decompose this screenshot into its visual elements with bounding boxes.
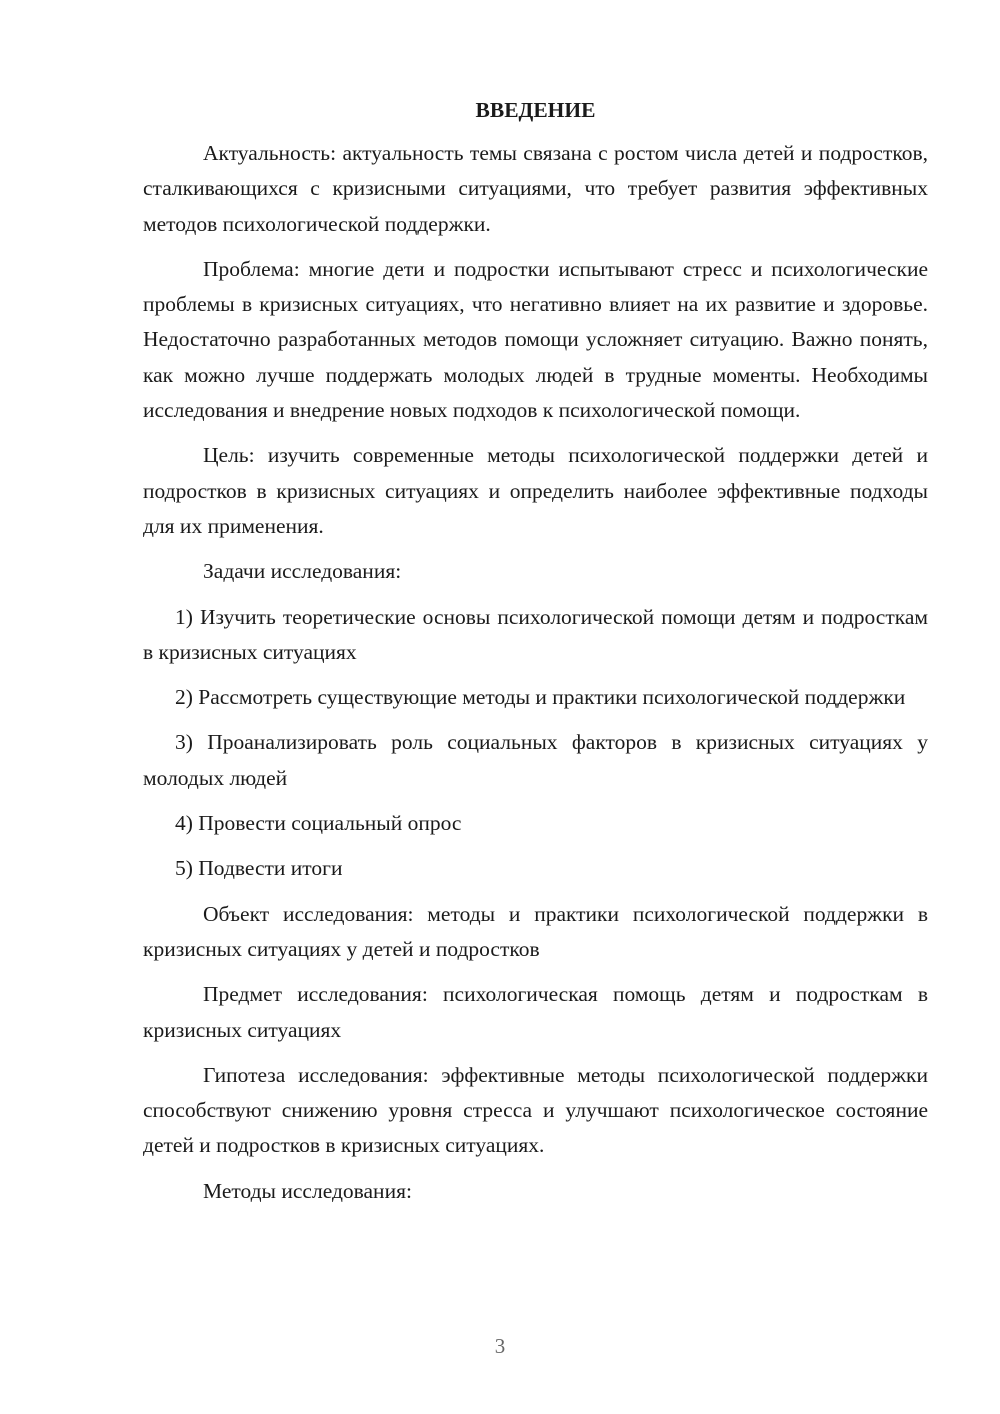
object-paragraph: Объект исследования: методы и практики психологической поддержки в кризисных ситуациях у детей и подростков bbox=[143, 901, 928, 961]
methods-title: Методы исследования: bbox=[203, 1178, 412, 1203]
hypothesis-paragraph: Гипотеза исследования: эффективные методы психологической поддержки способствуют снижению уровня стресса и улучшают психологическое состояние детей и подростков в кризисных ситуациях. bbox=[143, 1062, 928, 1158]
relevance-paragraph: Актуальность: актуальность темы связана с ростом числа детей и подростков, сталкивающихся с кризисными ситуациями, что требует развития эффективных методов психологической поддержки. bbox=[143, 141, 928, 236]
document-page bbox=[143, 92, 928, 1219]
section-heading: ВВЕДЕНИЕ bbox=[475, 98, 596, 122]
tasks-title: Задачи исследования: bbox=[203, 559, 402, 584]
problem-paragraph: Проблема: многие дети и подростки испытывают стресс и психологические проблемы в кризисных ситуациях, что негативно влияет на их развитие и здоровье. Недостаточно разработанных методов помощи усложняет ситуацию. Важно понять, как можно лучше поддержать молодых людей в трудные моменты. Необходимы исследования и внедрение новых подходов к психологической помощи. bbox=[143, 256, 928, 423]
subject-paragraph: Предмет исследования: психологическая помощь детям и подросткам в кризисных ситуациях bbox=[143, 982, 928, 1042]
task-item: 4) Провести социальный опрос bbox=[175, 811, 462, 836]
task-item: 3) Проанализировать роль социальных факторов в кризисных ситуациях у молодых людей bbox=[143, 730, 928, 790]
task-item: 2) Рассмотреть существующие методы и практики психологической поддержки bbox=[175, 685, 906, 710]
task-item: 5) Подвести итоги bbox=[175, 856, 343, 881]
page-number: 3 bbox=[494, 1334, 506, 1358]
goal-paragraph: Цель: изучить современные методы психологической поддержки детей и подростков в кризисных ситуациях и определить наиболее эффективные подходы для их применения. bbox=[143, 443, 928, 538]
task-item: 1) Изучить теоретические основы психологической помощи детям и подросткам в кризисных ситуациях bbox=[143, 604, 928, 664]
